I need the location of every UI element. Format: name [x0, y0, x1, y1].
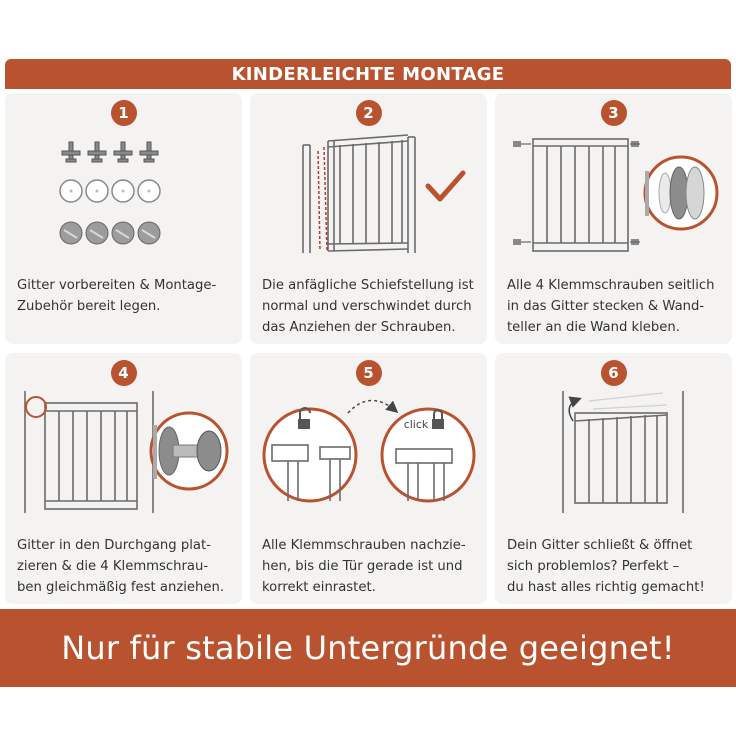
mounting-parts-illustration [13, 131, 234, 259]
gate-swing-illustration [503, 391, 724, 519]
step-number-4: 4 [111, 360, 137, 386]
step-text-1: Gitter vorbereiten & Montage- Zubehör bereit legen. [17, 278, 217, 314]
step-card-2 [250, 93, 487, 344]
step-number-2: 2 [356, 100, 382, 126]
step-card-6 [495, 353, 732, 604]
step-card-3 [495, 93, 732, 344]
step-number-3: 3 [601, 100, 627, 126]
title-banner [5, 59, 731, 89]
step-number-5: 5 [356, 360, 382, 386]
step-card-1 [5, 93, 242, 344]
step-text-3: Alle 4 Klemmschrauben seitlich in das Gitter stecken & Wand- teller an die Wand kleben. [507, 278, 715, 335]
step-text-6: Dein Gitter schließt & öffnet sich problemlos? Perfekt – du hast alles richtig gemacht! [507, 538, 705, 595]
clamp-screws-illustration [503, 131, 724, 259]
step-text-4: Gitter in den Durchgang plat- zieren & die 4 Klemmschrau- ben gleichmäßig fest anziehen. [17, 538, 225, 595]
step-number-1: 1 [111, 100, 137, 126]
warning-banner [0, 609, 736, 687]
step-text-5: Alle Klemmschrauben nachzie- hen, bis die Tür gerade ist und korrekt einrastet. [262, 538, 466, 595]
step-number-6: 6 [601, 360, 627, 386]
click-label: click [403, 418, 429, 431]
page-title: KINDERLEICHTE MONTAGE [231, 63, 505, 85]
warning-text: Nur für stabile Untergründe geeignet! [61, 629, 675, 667]
tilted-gate-illustration [258, 131, 479, 259]
step-card-5 [250, 353, 487, 604]
steps-grid [0, 93, 736, 607]
latch-click-illustration [258, 391, 479, 519]
step-card-4 [5, 353, 242, 604]
step-text-2: Die anfägliche Schiefstellung ist normal und verschwindet durch das Anziehen der Schrauben. [262, 278, 474, 335]
installed-gate-illustration [13, 391, 234, 519]
